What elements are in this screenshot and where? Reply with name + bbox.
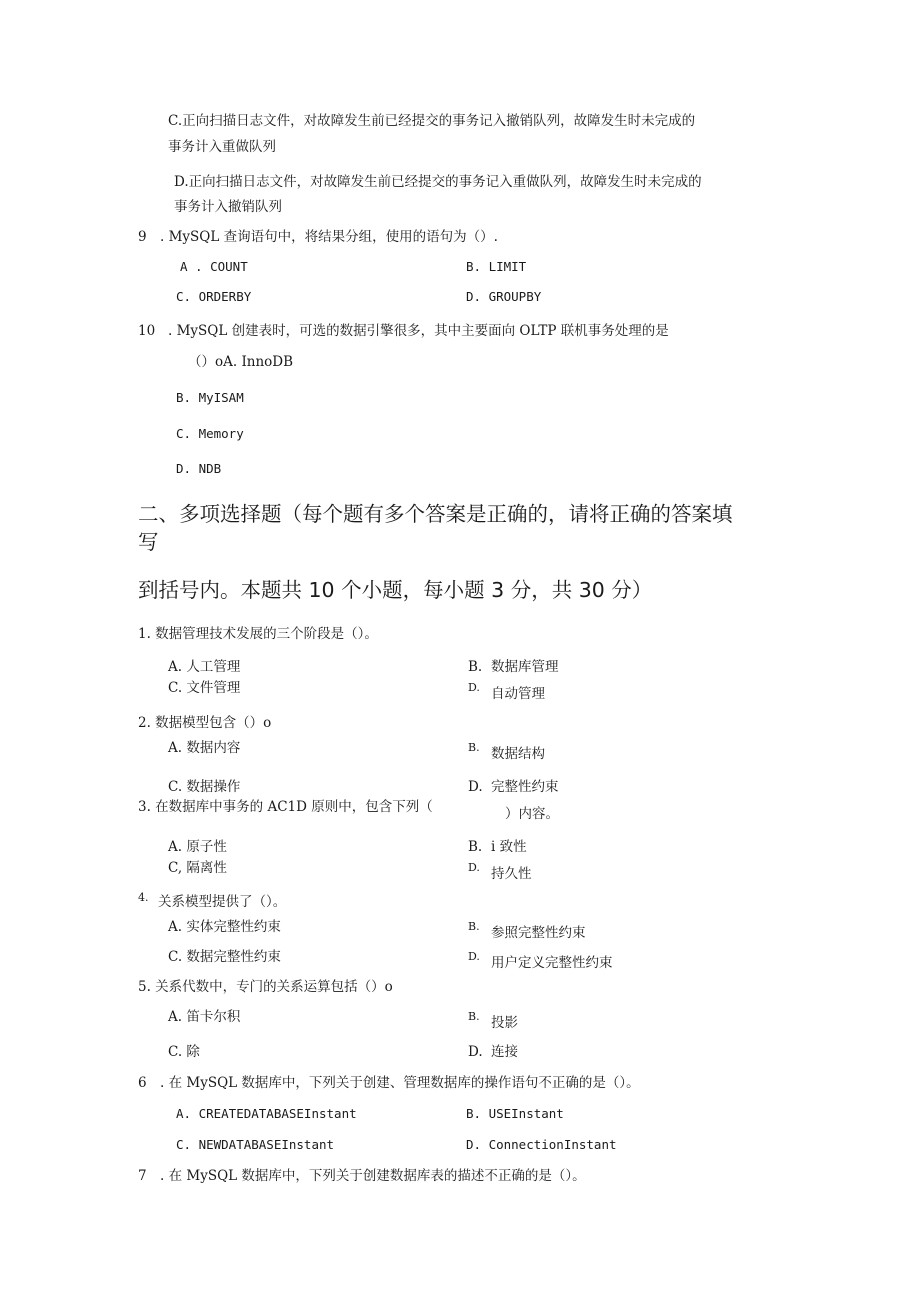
m7-number: 7 [138, 1168, 147, 1184]
m4-option-b-label: B. [468, 920, 480, 933]
q10-text: . MySQL 创建表时，可选的数据引擎很多，其中主要面向 OLTP 联机事务处理的是 [168, 323, 669, 339]
q9-option-d: D. GROUPBY [466, 289, 542, 304]
q10-option-b: B. MyISAM [176, 390, 244, 405]
m1-text: 1. 数据管理技术发展的三个阶段是（）。 [138, 626, 378, 642]
q9-text: . MySQL 查询语句中，将结果分组，使用的语句为（）. [160, 229, 498, 245]
m4-option-c: C. 数据完整性约束 [168, 949, 281, 965]
option-c-line2: 事务计入重做队列 [168, 139, 276, 155]
m2-option-b: 数据结构 [491, 746, 545, 762]
m4-number: 4. [138, 891, 149, 904]
q9-option-c: C. ORDERBY [176, 289, 252, 304]
m3-option-b-label: B. [468, 839, 483, 855]
m4-text: 关系模型提供了（）。 [158, 894, 287, 910]
section-heading-line1: 二、多项选择题（每个题有多个答案是正确的，请将正确的答案填 [138, 502, 733, 526]
m3-option-d-label: D. [468, 861, 480, 874]
m6-text: . 在 MySQL 数据库中，下列关于创建、管理数据库的操作语句不正确的是（）。 [160, 1075, 640, 1091]
m5-option-b-label: B. [468, 1010, 480, 1023]
m1-option-b: 数据库管理 [491, 659, 559, 675]
m5-text: 5. 关系代数中，专门的关系运算包括（）o [138, 979, 393, 995]
m4-option-a: A. 实体完整性约束 [168, 919, 281, 935]
q10-number: 10 [138, 323, 156, 339]
m4-option-d: 用户定义完整性约束 [491, 955, 613, 971]
m5-option-d: 连接 [491, 1044, 518, 1060]
q9-number: 9 [138, 229, 147, 245]
m1-option-c: C. 文件管理 [168, 680, 241, 696]
option-d-line2: 事务计入撤销队列 [174, 199, 282, 215]
m5-option-c: C. 除 [168, 1044, 200, 1060]
q9-option-a: A . COUNT [180, 259, 248, 274]
m3-option-b: i 致性 [491, 839, 527, 855]
m3-option-c: C, 隔离性 [168, 860, 227, 876]
m3-option-a: A. 原子性 [168, 839, 227, 855]
option-d-line1: D.正向扫描日志文件，对故障发生前已经提交的事务记入重做队列，故障发生时未完成的 [174, 174, 702, 190]
m1-option-d: 自动管理 [491, 686, 545, 702]
section-heading-line3: 到括号内。本题共 10 个小题，每小题 3 分，共 30 分） [138, 578, 653, 602]
m2-option-d: 完整性约束 [491, 779, 559, 795]
m3-text-tail: ）内容。 [505, 806, 559, 822]
m6-option-d: D. ConnectionInstant [466, 1137, 617, 1152]
q10-option-a: （）oA. InnoDB [188, 354, 294, 370]
m1-option-b-label: B. [468, 659, 483, 675]
m3-text: 3. 在数据库中事务的 AC1D 原则中，包含下列（ [138, 799, 433, 815]
m1-option-a: A. 人工管理 [168, 659, 241, 675]
m5-option-d-label: D. [468, 1044, 483, 1060]
q10-option-d: D. NDB [176, 461, 222, 476]
m5-option-a: A. 笛卡尔积 [168, 1009, 241, 1025]
m3-option-d: 持久性 [491, 866, 532, 882]
q9-option-b: B. LIMIT [466, 259, 527, 274]
m4-option-d-label: D. [468, 950, 480, 963]
m6-number: 6 [138, 1075, 147, 1091]
m2-text: 2. 数据模型包含（）o [138, 715, 272, 731]
m2-option-c: C. 数据操作 [168, 779, 241, 795]
m1-option-d-label: D. [468, 681, 480, 694]
m6-option-b: B. USEInstant [466, 1106, 564, 1121]
m6-option-a: A. CREATEDATABASEInstant [176, 1106, 357, 1121]
m4-option-b: 参照完整性约束 [491, 925, 586, 941]
q10-option-c: C. Memory [176, 426, 244, 441]
m7-text: . 在 MySQL 数据库中，下列关于创建数据库表的描述不正确的是（）。 [160, 1168, 586, 1184]
m2-option-b-label: B. [468, 741, 480, 754]
m2-option-a: A. 数据内容 [168, 740, 241, 756]
m6-option-c: C. NEWDATABASEInstant [176, 1137, 335, 1152]
m2-option-d-label: D. [468, 779, 483, 795]
section-heading-line2: 写 [138, 530, 159, 554]
option-c-line1: C.正向扫描日志文件，对故障发生前已经提交的事务记入撤销队列，故障发生时未完成的 [168, 113, 696, 129]
m5-option-b: 投影 [491, 1015, 518, 1031]
